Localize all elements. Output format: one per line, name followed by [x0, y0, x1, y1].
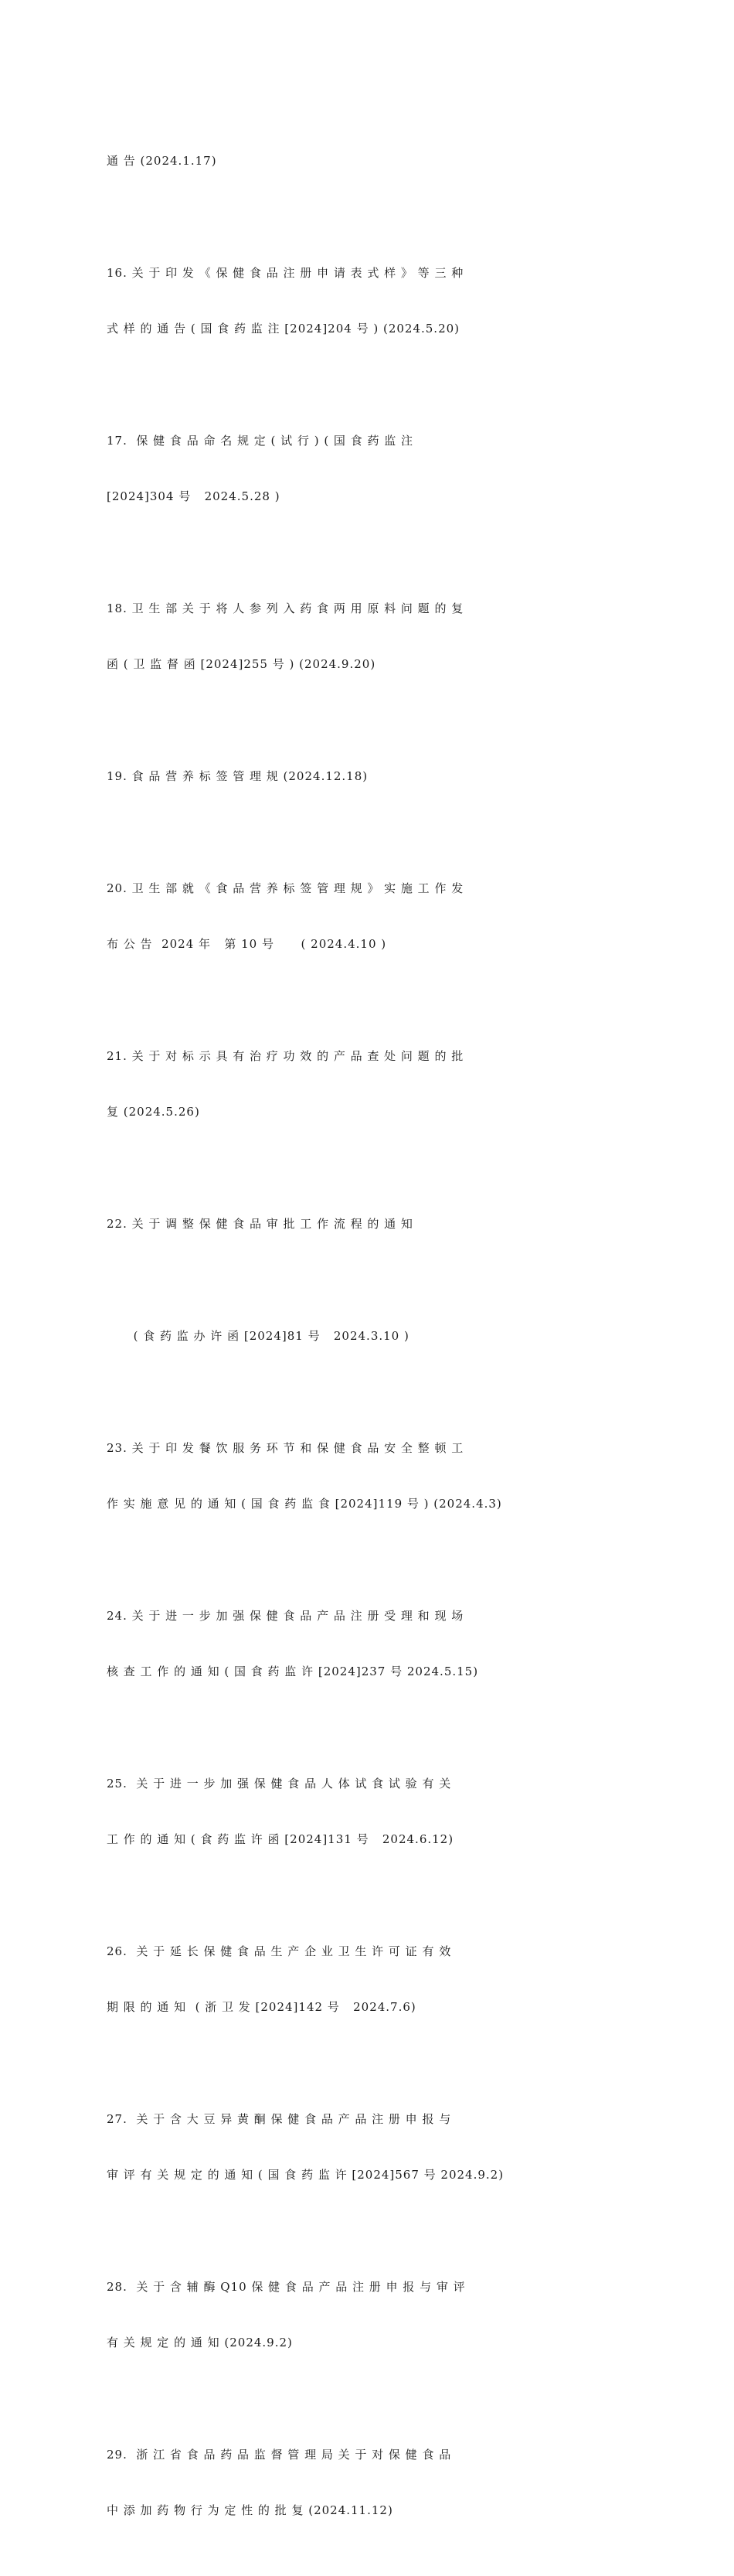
entry-line: 23. 关 于 印 发 餐 饮 服 务 环 节 和 保 健 食 品 安 全 整 顿 工	[107, 1441, 464, 1455]
entry-line: 核 查 工 作 的 通 知 ( 国 食 药 监 许 [2024]237 号 2024.5.15)	[107, 1665, 479, 1678]
entry-line: 22. 关 于 调 整 保 健 食 品 审 批 工 作 流 程 的 通 知	[107, 1217, 413, 1231]
entry-line: 25. 关 于 进 一 步 加 强 保 健 食 品 人 体 试 食 试 验 有 关	[107, 1777, 452, 1791]
entry-19	[107, 730, 618, 823]
entry-line: 19. 食 品 营 养 标 签 管 理 规 (2024.12.18)	[107, 769, 369, 783]
entry-line: ( 食 药 监 办 许 函 [2024]81 号 2024.3.10 )	[107, 1329, 409, 1343]
entry-line: 29. 浙 江 省 食 品 药 品 监 督 管 理 局 关 于 对 保 健 食 品	[107, 2448, 452, 2462]
entry-28	[107, 2240, 618, 2389]
entry-20	[107, 842, 618, 990]
entry-line: 21. 关 于 对 标 示 具 有 治 疗 功 效 的 产 品 查 处 问 题 的 批	[107, 1049, 464, 1063]
entry-line: 20. 卫 生 部 就 《 食 品 营 养 标 签 管 理 规 》 实 施 工 作 发	[107, 881, 464, 895]
entry-26	[107, 1905, 618, 2053]
entry-line: 28. 关 于 含 辅 酶 Q10 保 健 食 品 产 品 注 册 申 报 与 审 评	[107, 2280, 466, 2294]
document-page	[107, 114, 618, 2576]
entry-line: 26. 关 于 延 长 保 健 食 品 生 产 企 业 卫 生 许 可 证 有 效	[107, 1944, 452, 1958]
entry-23	[107, 1402, 618, 1550]
entry-18	[107, 562, 618, 710]
entry-27	[107, 2073, 618, 2221]
entry-25	[107, 1737, 618, 1886]
entry-line: 17. 保 健 食 品 命 名 规 定 ( 试 行 ) ( 国 食 药 监 注	[107, 434, 414, 448]
entry-22-reference	[107, 1290, 618, 1382]
entry-line: 函 ( 卫 监 督 函 [2024]255 号 ) (2024.9.20)	[107, 657, 376, 671]
entry-line: 审 评 有 关 规 定 的 通 知 ( 国 食 药 监 许 [2024]567 号 2024.9.2)	[107, 2168, 505, 2182]
entry-line: 24. 关 于 进 一 步 加 强 保 健 食 品 产 品 注 册 受 理 和 现 场	[107, 1609, 464, 1623]
entry-line: 通 告 (2024.1.17)	[107, 154, 217, 168]
entry-line: 布 公 告 2024 年 第 10 号 ( 2024.4.10 )	[107, 937, 387, 951]
entry-24	[107, 1569, 618, 1718]
entry-line: 作 实 施 意 见 的 通 知 ( 国 食 药 监 食 [2024]119 号 ) (2024.4.3)	[107, 1497, 502, 1511]
entry-29	[107, 2408, 618, 2557]
entry-line: [2024]304 号 2024.5.28 )	[107, 489, 280, 503]
entry-line: 复 (2024.5.26)	[107, 1105, 200, 1119]
entry-15-continuation	[107, 114, 618, 207]
entry-line: 式 样 的 通 告 ( 国 食 药 监 注 [2024]204 号 ) (2024.5.20)	[107, 322, 460, 336]
entry-line: 27. 关 于 含 大 豆 异 黄 酮 保 健 食 品 产 品 注 册 申 报 与	[107, 2112, 452, 2126]
entry-line: 有 关 规 定 的 通 知 (2024.9.2)	[107, 2336, 293, 2349]
entry-line: 18. 卫 生 部 关 于 将 人 参 列 入 药 食 两 用 原 料 问 题 的 复	[107, 601, 464, 615]
entry-16	[107, 227, 618, 375]
entry-17	[107, 394, 618, 543]
entry-21	[107, 1010, 618, 1158]
entry-line: 工 作 的 通 知 ( 食 药 监 许 函 [2024]131 号 2024.6.12)	[107, 1832, 454, 1846]
entry-line: 16. 关 于 印 发 《 保 健 食 品 注 册 申 请 表 式 样 》 等 三 种	[107, 266, 464, 280]
entry-line: 期 限 的 通 知 ( 浙 卫 发 [2024]142 号 2024.7.6)	[107, 2000, 416, 2014]
entry-22	[107, 1177, 618, 1270]
entry-line: 中 添 加 药 物 行 为 定 性 的 批 复 (2024.11.12)	[107, 2503, 393, 2517]
